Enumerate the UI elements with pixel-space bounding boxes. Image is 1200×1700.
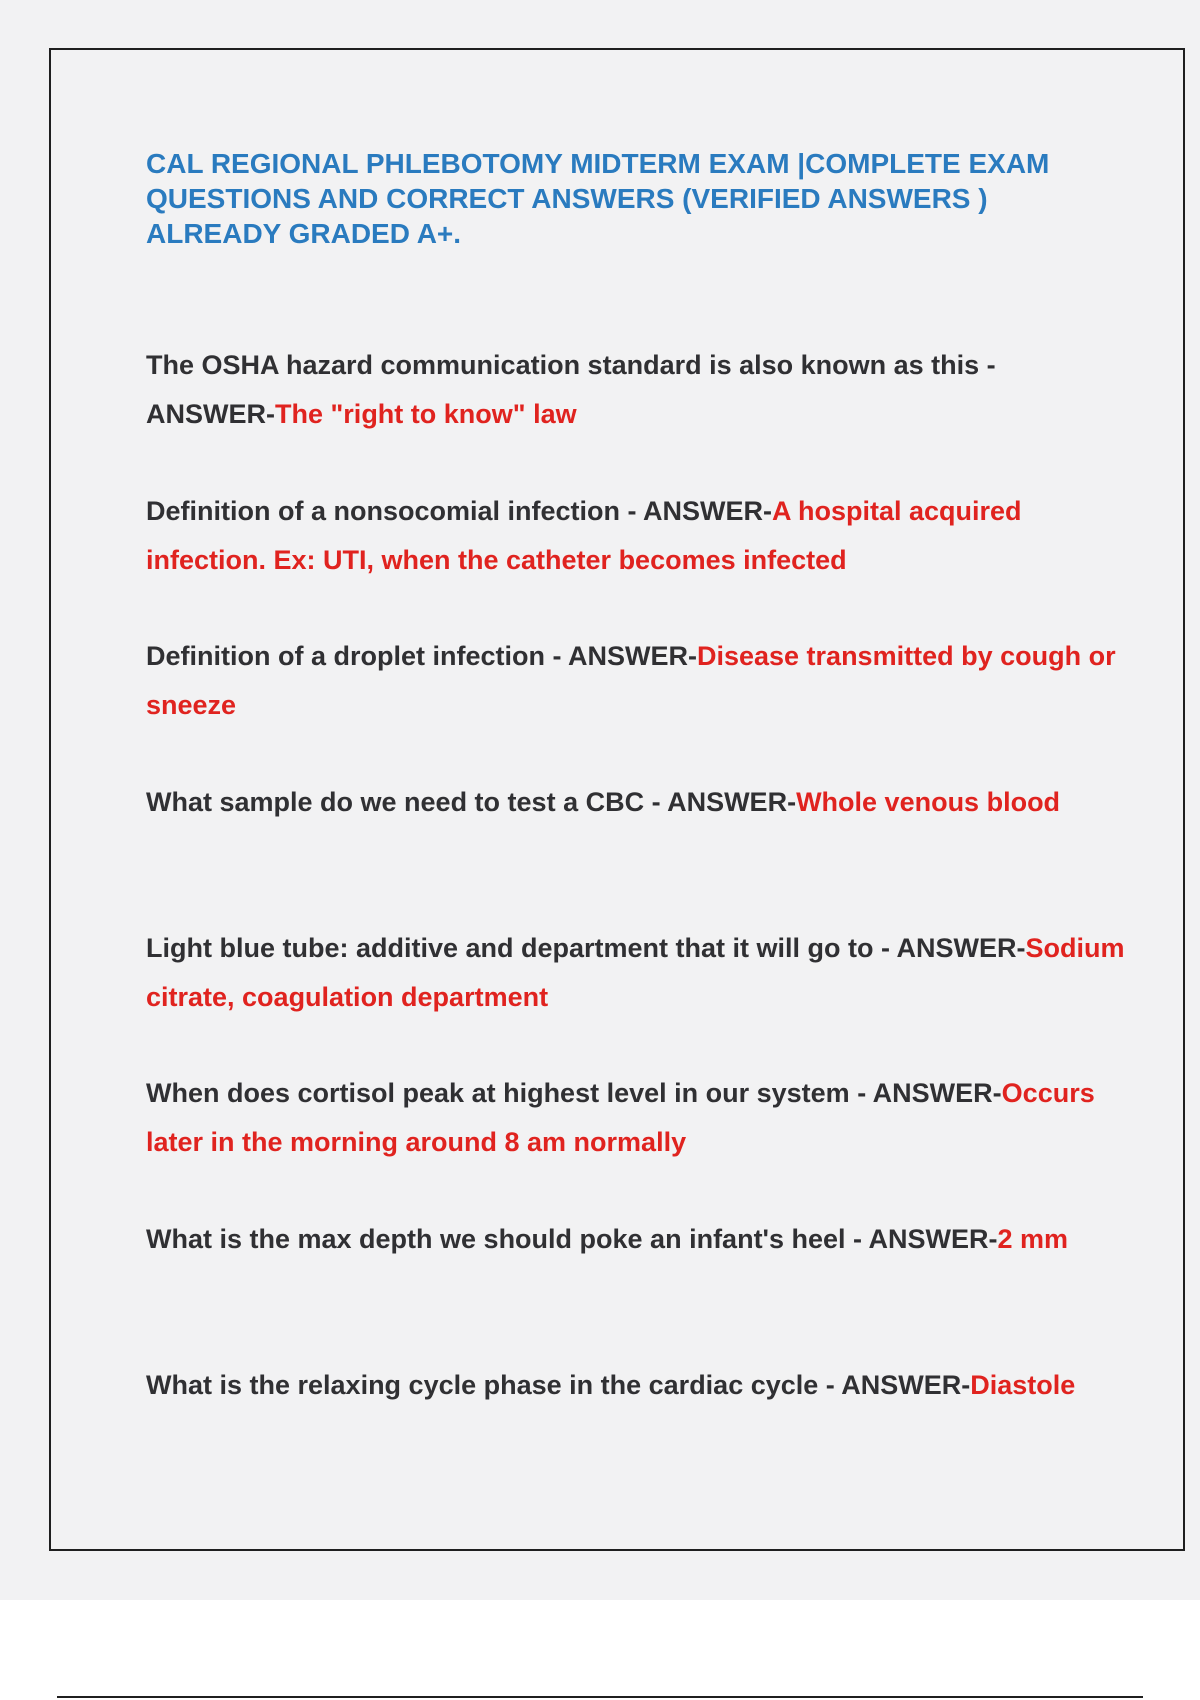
qa-item [146, 1215, 1131, 1264]
qa-item [146, 1069, 1131, 1166]
qa-item [146, 632, 1131, 729]
answer-text: A hospital acquired infection. Ex: UTI, when the catheter becomes infected [146, 496, 1022, 575]
qa-item [146, 924, 1131, 1021]
answer-text: 2 mm [997, 1224, 1069, 1254]
question-text: What sample do we need to test a CBC - ANSWER- [146, 787, 797, 817]
question-text: The OSHA hazard communication standard is also known as this - ANSWER- [146, 350, 996, 429]
qa-item [146, 778, 1131, 827]
document-title: CAL REGIONAL PHLEBOTOMY MIDTERM EXAM |COMPLETE EXAM QUESTIONS AND CORRECT ANSWERS (VERIFIED ANSWERS ) ALREADY GRADED A+. [146, 148, 1050, 249]
answer-text: Whole venous blood [796, 787, 1061, 817]
footer-divider [57, 1696, 1143, 1698]
question-text: What is the max depth we should poke an infant's heel - ANSWER- [146, 1224, 998, 1254]
answer-text: Occurs later in the morning around 8 am normally [146, 1078, 1095, 1157]
answer-text: The "right to know" law [275, 398, 577, 429]
answer-text: Diastole [970, 1370, 1076, 1400]
question-text: Definition of a droplet infection - ANSWER- [146, 641, 697, 671]
question-text: When does cortisol peak at highest level in our system - ANSWER- [146, 1078, 1002, 1108]
qa-item [146, 1361, 1131, 1410]
answer-text: Disease transmitted by cough or sneeze [146, 641, 1116, 720]
document-page [49, 48, 1185, 1551]
answer-text: Sodium citrate, coagulation department [146, 933, 1125, 1012]
question-text: What is the relaxing cycle phase in the cardiac cycle - ANSWER- [146, 1370, 971, 1400]
question-text: Light blue tube: additive and department that it will go to - ANSWER- [146, 933, 1026, 963]
question-text: Definition of a nonsocomial infection - ANSWER- [146, 496, 772, 526]
qa-item [146, 341, 1131, 438]
qa-item [146, 487, 1131, 584]
